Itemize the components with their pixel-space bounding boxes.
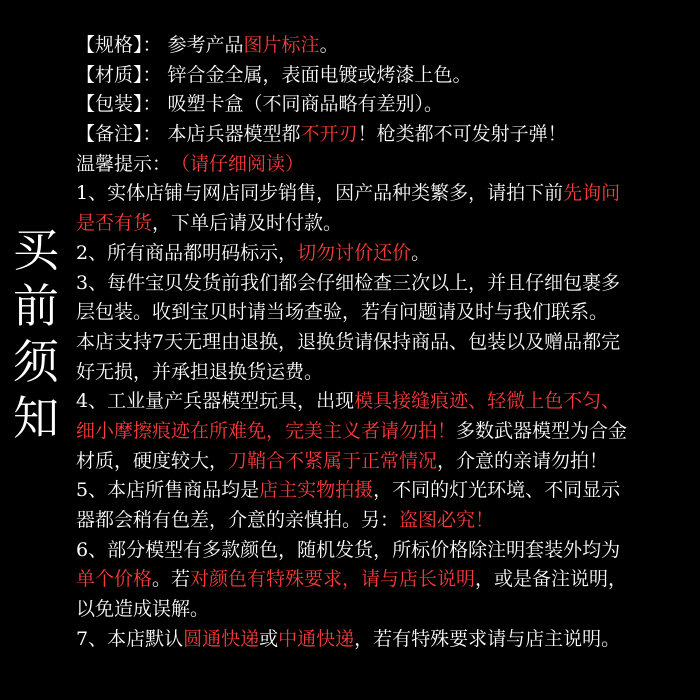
highlight-text: 盗图必究！ — [399, 509, 495, 531]
notice-line — [76, 31, 690, 61]
notice-text: 以免造成误解。 — [76, 598, 210, 621]
notice-text: ！枪类都不可发射子弹！ — [357, 123, 567, 146]
notice-line — [76, 120, 690, 150]
notice-line — [76, 536, 690, 566]
notice-line — [76, 565, 690, 595]
highlight-text: 细小摩擦痕迹在所难免，完美主义者请勿拍！ — [76, 419, 457, 442]
notice-text: 【材质】： 锌合金全属，表面电镀或烤漆上色。 — [76, 63, 472, 86]
notice-text: 【包装】： 吸塑卡盒（不同商品略有差别）。 — [76, 93, 444, 116]
notice-text: ，若有特殊要求请与店主说明。 — [354, 627, 621, 650]
notice-text: 7、本店默认 — [76, 627, 184, 650]
notice-text: ，或是备注说明， — [475, 568, 628, 591]
notice-text: 本店支持7天无理由退换，退换货请保持商品、包装以及赠品都完 — [76, 330, 621, 353]
notice-text: 材质，硬度较大， — [76, 449, 229, 472]
notice-line — [76, 61, 690, 91]
highlight-text: 店主实物拍摄 — [259, 479, 374, 502]
notice-line — [76, 595, 690, 625]
highlight-text: （请仔细阅读） — [171, 152, 305, 175]
notice-line — [76, 239, 690, 269]
notice-line — [76, 417, 690, 447]
notice-content — [76, 31, 690, 654]
notice-line — [76, 150, 690, 180]
notice-text: 【规格】： 参考产品 — [76, 34, 244, 56]
notice-line — [76, 625, 690, 655]
side-title-char: 知 — [13, 391, 59, 445]
notice-line — [76, 90, 690, 120]
highlight-text: 中通快递 — [278, 627, 355, 650]
highlight-text: 单个价格 — [76, 568, 153, 591]
highlight-text: 图片标注 — [243, 34, 320, 56]
notice-line — [76, 387, 690, 417]
notice-line — [76, 298, 690, 328]
highlight-text: 切勿讨价还价 — [297, 241, 412, 264]
notice-line — [76, 209, 690, 239]
notice-line — [76, 476, 690, 506]
highlight-text: 先询问 — [563, 182, 621, 205]
notice-text: 。若 — [152, 568, 191, 591]
notice-text: 【备注】： 本店兵器模型都 — [76, 123, 301, 146]
notice-text: 层包装。收到宝贝时请当场查验，若有问题请及时与我们联系。 — [76, 301, 609, 324]
notice-line — [76, 179, 690, 209]
notice-line — [76, 506, 690, 536]
side-title-char: 前 — [13, 279, 59, 333]
side-title-char: 须 — [13, 335, 59, 389]
notice-line — [76, 447, 690, 477]
highlight-text: 刀鞘合不紧属于正常情况 — [228, 449, 438, 472]
notice-line — [76, 328, 690, 358]
side-title-char: 买 — [13, 223, 59, 277]
notice-text: 1、实体店铺与网店同步销售，因产品种类繁多，请拍下前 — [76, 182, 564, 205]
notice-text: 。 — [411, 241, 431, 264]
notice-text: 温馨提示： — [76, 152, 172, 175]
notice-text: ，介意的亲请勿拍！ — [437, 449, 609, 472]
notice-text: 。 — [319, 34, 339, 56]
notice-text: ，下单后请及时付款。 — [152, 212, 343, 235]
highlight-text: 模具接缝痕迹、轻微上色不匀、 — [354, 390, 621, 413]
notice-text: ，不同的灯光环境、不同显示 — [373, 479, 621, 502]
notice-line — [76, 269, 690, 299]
notice-text: 4、工业量产兵器模型玩具，出现 — [76, 390, 355, 413]
notice-text: 多数武器模型为合金 — [456, 419, 628, 442]
notice-text: 3、每件宝贝发货前我们都会仔细检查三次以上，并且仔细包裹多 — [76, 271, 621, 294]
highlight-text: 是否有货 — [76, 212, 153, 235]
notice-text: 好无损，并承担退换货运费。 — [76, 360, 324, 383]
highlight-text: 不开刃 — [300, 123, 358, 146]
highlight-text: 对颜色有特殊要求，请与店长说明 — [190, 568, 476, 591]
side-title — [8, 222, 64, 446]
notice-text: 6、部分模型有多款颜色，随机发货，所标价格除注明套装外均为 — [76, 538, 621, 561]
notice-text: 5、本店所售商品均是 — [76, 479, 260, 502]
highlight-text: 圆通快递 — [183, 627, 260, 650]
notice-text: 2、所有商品都明码标示， — [76, 241, 298, 264]
notice-text: 器都会稍有色差，介意的亲慎拍。另： — [76, 509, 400, 531]
notice-text: 或 — [259, 627, 279, 650]
notice-line — [76, 358, 690, 388]
